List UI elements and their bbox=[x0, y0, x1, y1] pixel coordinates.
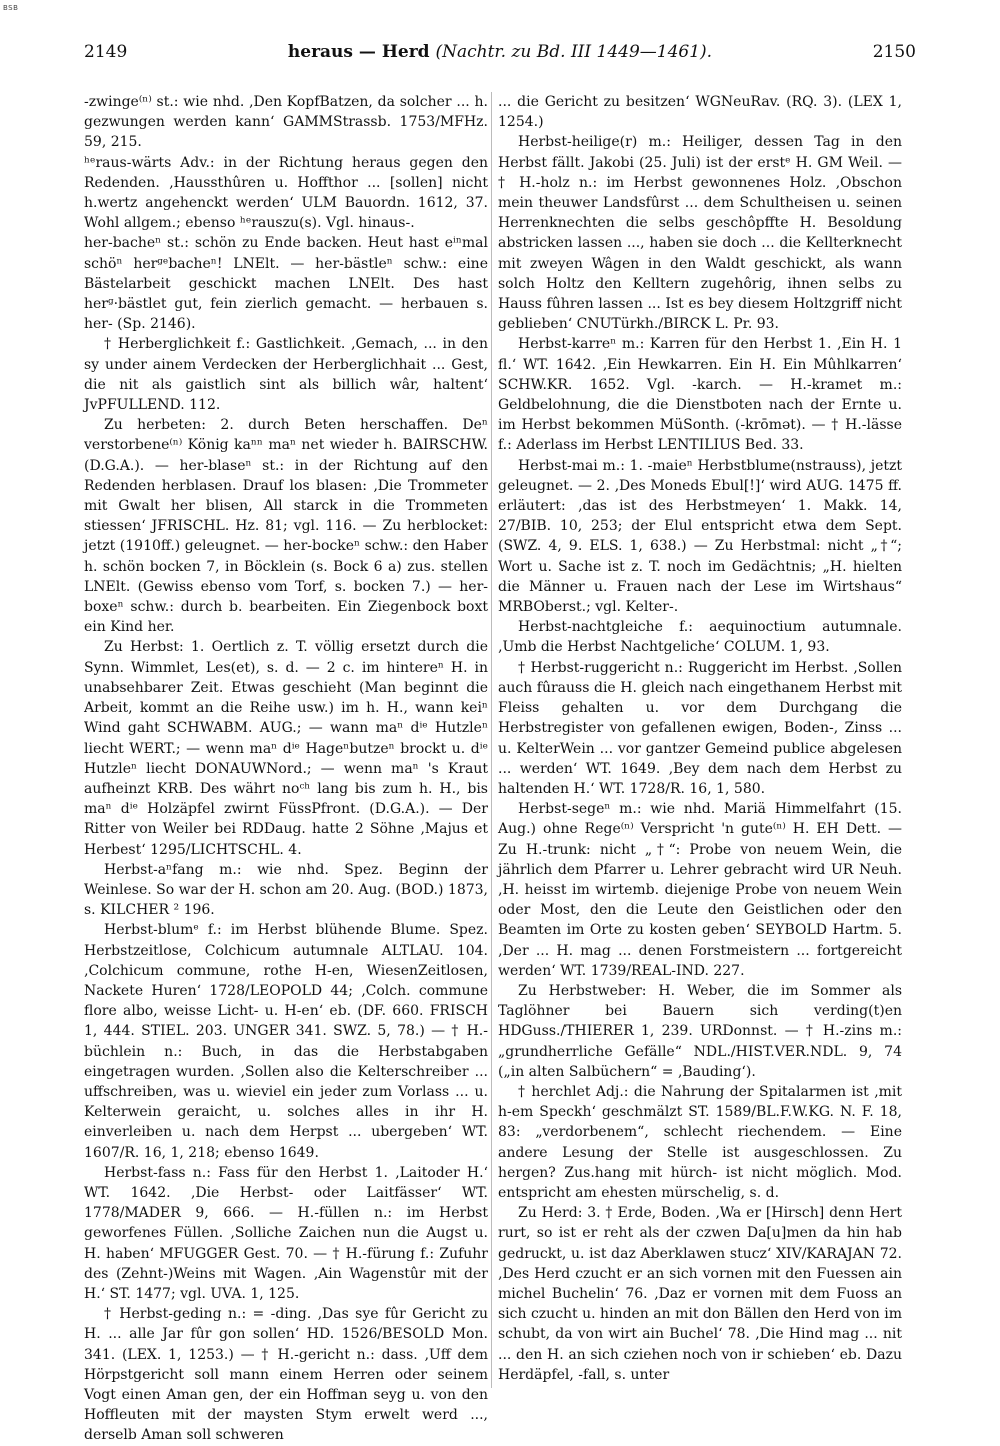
library-stamp: BSB bbox=[3, 4, 19, 12]
running-header bbox=[84, 42, 916, 70]
running-title-sub: (Nachtr. zu Bd. III 1449—1461). bbox=[435, 42, 713, 62]
entry-herbachen: her-bacheⁿ st.: schön zu Ende backen. Heut hast eⁱⁿmal schöⁿ herᵍᵉbacheⁿ! LNElt. — her-bästleⁿ schw.: eine Bästelarbeit geschickt machen LNElt. Des hast herᵍ·bästlet gut, fein zierlich gemacht. — herbauen s. her- (Sp. 2146). bbox=[84, 235, 488, 333]
entry-herbstweber: Zu Herbstweber: H. Weber, die im Sommer als Taglöhner bei Bauern sich verding(t)en HDGuss./THIERER 1, 239. URDonnst. — † H.-zins m.: „grundherrliche Gefälle“ NDL./HIST.VER.NDL. 9, 74 („in alten Salbüchern“ = ‚Bauding‘). bbox=[498, 982, 902, 1080]
left-column bbox=[84, 92, 488, 1446]
entry-herchlet: † herchlet Adj.: die Nahrung der Spitalarmen ist ‚mit h-em Speckh‘ geschmälzt ST. 1589/BL.F.W.KG. N. F. 18, 83: „verdorbenem“, schlecht riechendem. — Eine andere Lesung der Stelle ist ausgeschlossen. Zu hergen? Zus.hang mit hürch- ist nicht möglich. Mod. entspricht am ehesten mürschelig, s. d. bbox=[498, 1083, 902, 1201]
entry-herbeten: Zu herbeten: 2. durch Beten herschaffen. Deⁿ verstorbene⁽ⁿ⁾ König kaⁿⁿ maⁿ net wieder h. BAIRSCHW. (D.G.A.). — her-blaseⁿ st.: in der Richtung auf den Redenden herblasen. Drauf los blasen: ‚Die Trommeter mit Gwalt her blisen, All starck in die Trommeten stiessen‘ JFRISCHL. Hz. 81; vgl. 116. — Zu herblocket: jetzt (1910ff.) geleugnet. — her-bockeⁿ schw.: den Haber h. schön bocken 7, in Böcklein (s. Bock 6 a) zus. stellen LNElt. (Gewiss ebenso vom Torf, s. bocken 7.) — her-boxeⁿ schw.: durch b. bearbeiten. Ein Ziegenbock boxt ein Kind her. bbox=[84, 417, 488, 636]
entry-herbstsegen: Herbst-segeⁿ m.: wie nhd. Mariä Himmelfahrt (15. Aug.) ohne Rege⁽ⁿ⁾ Verspricht 'n gute⁽ⁿ⁾ H. EH Dett. — Zu H.-trunk: nicht „†“: Probe von neuem Wein, die jährlich dem Pfarrer u. Lehrer gebracht wird UR Neuh. ‚H. heisst im wirtemb. diejenige Probe von neuem Wein oder Most, den die Leute den Geistlichen oder den Beamten im Orte zu kosten geben‘ SEYBOLD Hartm. 5. ‚Der ... H. mag ... denen Forstmeistern ... fortgereicht werden‘ WT. 1739/REAL-IND. 227. bbox=[498, 801, 902, 979]
entry-herbstruggericht: † Herbst-ruggericht n.: Ruggericht im Herbst. ‚Sollen auch fûrauss die H. gleich nach eingethanem Herbst mit Fleiss gehalten u. vor dem Durchgang die Herbstregister von gefallenen ewigen, Boden-, Zinss ... u. KelterWein ... vor gantzer Gemeind publice abgelesen ... werden‘ WT. 1649. ‚Bey dem nach dem Herbst zu haltenden H.‘ WT. 1728/R. 16, 1, 580. bbox=[498, 659, 902, 797]
entry-herbstgeding: † Herbst-geding n.: = -ding. ‚Das sye fûr Gericht zu H. ... alle Jar fûr gon sollen‘ HD. 1526/BESOLD Mon. 341. (LEX. 1, 1253.) — † H.-gericht n.: dass. ‚Uff dem Hörpstgericht soll mann einem Herren oder seinem Vogt einen Aman gen, der ein Hoffman seyg u. von den Hoffleuten mit der maysten Stym erwelt werd ..., derselb Aman soll schweren bbox=[84, 1306, 488, 1444]
entry-herbstanfang: Herbst-aⁿfang m.: wie nhd. Spez. Beginn der Weinlese. So war der H. schon am 20. Aug. (BOD.) 1873, s. KILCHER ² 196. bbox=[84, 861, 488, 919]
entry-herbstblume: Herbst-blumᵉ f.: im Herbst blühende Blume. Spez. Herbstzeitlose, Colchicum autumnale ALTLAU. 104. ‚Colchicum commune, rothe H-en, WiesenZeitlosen, Nackete Huren‘ 1728/LEOPOLD 44; ‚Colch. commune flore albo, weisse Licht- u. H-en‘ eb. (DF. 660. FRISCH 1, 444. STIEL. 203. UNGER 341. SWZ. 5, 78.) — † H.-büchlein n.: Buch, in das die Herbstabgaben eingetragen wurden. ‚Sollen also die Kelterschreiber ... uffschreiben, was u. wieviel ein jeder zum Vorlass ... u. Kelterwein geraicht, u. solches alles in ihr H. einverleiben u. nach dem Herpst ... ubergeben‘ WT. 1607/R. 16, 1, 218; ebenso 1649. bbox=[84, 922, 488, 1161]
entry-zwingen: -zwinge⁽ⁿ⁾ st.: wie nhd. ‚Den KopfBatzen, da solcher ... h. gezwungen werden kann‘ GAMMStrassb. 1753/MFHz. 59, 215. bbox=[84, 94, 488, 151]
entry-gericht-continued: ... die Gericht zu besitzen‘ WGNeuRav. (RQ. 3). (LEX 1, 1254.) bbox=[498, 94, 902, 131]
entry-herbstkarren: Herbst-karreⁿ m.: Karren für den Herbst 1. ‚Ein H. 1 fl.‘ WT. 1642. ‚Ein Hewkarren. Ein H. Ein Mûhlkarren‘ SCHW.KR. 1652. Vgl. -karch. — H.-kramet m.: Geldbelohnung, die die Dienstboten nach der Ernte u. im Herbst bekommen MüSonth. (-krōmət). — † H.-lässe f.: Aderlass im Herbst LENTILIUS Bed. 33. bbox=[498, 336, 902, 454]
entry-herbstnachtgleiche: Herbst-nachtgleiche f.: aequinoctium autumnale. ‚Umb die Herbst Nachtgelicheʻ COLUM. 1, 93. bbox=[498, 619, 902, 656]
entry-herbstfass: Herbst-fass n.: Fass für den Herbst 1. ‚Laitoder H.‘ WT. 1642. ‚Die Herbst- oder Laitfässer‘ WT. 1778/MADER 9, 666. — H.-füllen n.: im Herbst geworfenes Füllen. ‚Solliche Zaichen nun die Augst u. H. haben‘ MFUGGER Gest. 70. — † H.-fürung f.: Zufuhr des (Zehnt-)Weins mit Wagen. ‚Ain Wagenstûr mit der H.‘ ST. 1477; vgl. UVA. 1, 125. bbox=[84, 1164, 488, 1302]
entry-herbstheilige: Herbst-heilige(r) m.: Heiliger, dessen Tag in den Herbst fällt. Jakobi (25. Juli) ist der erstᵉ H. GM Weil. — † H.-holz n.: im Herbst gewonnenes Holz. ‚Obschon mein theuwer Landsfûrst ... dem Schultheisen u. seinen Herrenknechten die selbs geschôpffte H. Besoldung abstricken lassen ..., haben sie doch ... die Kellterknecht mit zweyen Wâgen in den Waldt geschickt, als wann solch Holtz den Kelltern zugehôrig, ihnen selbs zu Hauss fûhren lassen ... Ist es bey diesem Holtzgriff nicht gebliebenʻ CNUTürkh./BIRCK L. Pr. 93. bbox=[498, 134, 902, 333]
running-title-main: heraus — Herd bbox=[287, 42, 430, 62]
entry-herberglichkeit: † Herberglichkeit f.: Gastlichkeit. ‚Gemach, ... in den sy under ainem Verdecken der Herberglichhait ... Gest, die nit als gaistlich sint als billich wâr, haltent‘ JvPFULLEND. 112. bbox=[84, 336, 488, 414]
right-column bbox=[498, 92, 902, 1385]
entry-herd: Zu Herd: 3. † Erde, Boden. ‚Wa er [Hirsch] denn Hert rurt, so ist er reht als der czwen Da[u]men da hin hab gedruckt, u. ist daz Aberklawen stucz‘ XIV/KARAJAN 72. ‚Des Herd czucht er an sich vornen mit den Fuessen ain michel Buchelin‘ 76. ‚Daz er vornen mit dem Fuoss an sich czucht u. hinden an mit don Bällen den Herd von im schubt, da von wirt ain Buchel‘ 78. ‚Die Hind mag ... nit ... den H. an sich cziehen noch von ir schieben‘ eb. Dazu Herdäpfel, -fall, s. unter bbox=[498, 1205, 902, 1383]
column-divider bbox=[491, 92, 492, 1388]
left-page-number: 2149 bbox=[84, 42, 128, 62]
entry-herbst: Zu Herbst: 1. Oertlich z. T. völlig ersetzt durch die Synn. Wimmlet, Les(et), s. d. — 2 c. im hintereⁿ H. in unabsehbarer Zeit. Etwas geschieht (Man beginnt die Arbeit, kommt an die Reihe usw.) im h. H., wann keiⁿ Wind gaht SCHWABM. AUG.; — wann maⁿ dⁱᵉ Hutzleⁿ liecht WERT.; — wenn maⁿ dⁱᵉ Hageⁿbutzeⁿ brockt u. dⁱᵉ Hutzleⁿ liecht DONAUWNord.; — wenn maⁿ 's Kraut aufheinzt KRB. Des währt noᶜʰ lang bis zum h. H., bis maⁿ dⁱᵉ Holzäpfel zwirnt FüssPfront. (D.G.A.). — Der Ritter von Weiler bei RDDaug. hatte 2 Söhne ‚Majus et Herbest‘ 1295/LICHTSCHL. 4. bbox=[84, 639, 488, 858]
right-page-number: 2150 bbox=[872, 42, 916, 62]
entry-herbstmai: Herbst-mai m.: 1. -maieⁿ Herbstblume(nstrauss), jetzt geleugnet. — 2. ‚Des Moneds Ebul[!]‘ wird AUG. 1475 ff. erläutert: ‚das ist des Herbstmeyen‘ 1. Makk. 14, 27/BIB. 10, 253; der Elul entspricht etwa dem Sept. (SWZ. 4, 9. ELS. 1, 638.) — Zu Herbstmal: nicht „†“; Wort u. Sache ist z. T. noch im Gedächtnis; „H. hielten die Männer u. Frauen nach der Lese im Wirtshaus“ MRBOberst.; vgl. Kelter-. bbox=[498, 457, 902, 616]
running-title bbox=[84, 42, 916, 62]
entry-herauswaerts: ʰᵉraus-wärts Adv.: in der Richtung heraus gegen den Redenden. ‚Haussthûren u. Hoffthor ... [sollen] nicht h.wertz angehenckt werden‘ ULM Bauordn. 1612, 37. Wohl allgem.; ebenso ʰᵉrauszu(s). Vgl. hinaus-. bbox=[84, 154, 488, 232]
